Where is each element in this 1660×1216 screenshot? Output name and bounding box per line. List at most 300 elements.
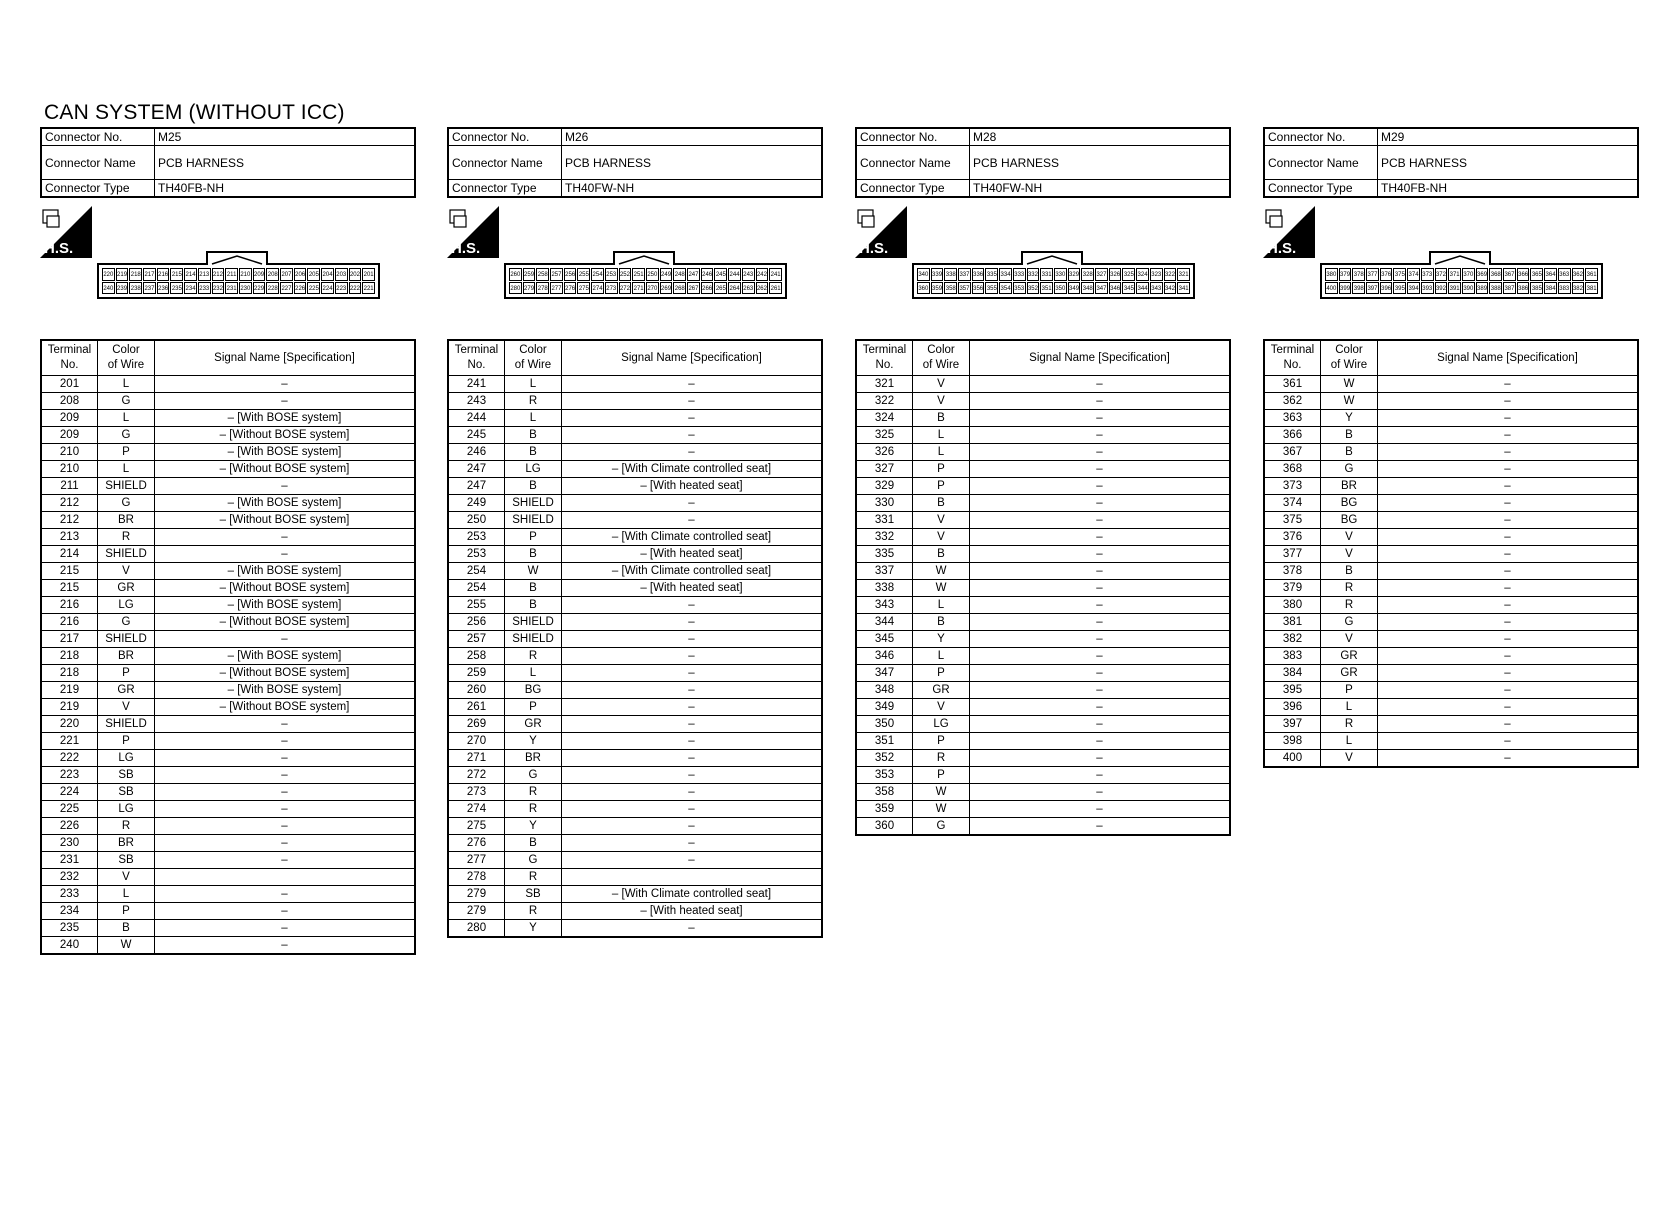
connector-pin: 387 — [1503, 282, 1516, 295]
connector-pin: 324 — [1136, 268, 1149, 281]
connector-section — [40, 127, 416, 955]
table-row — [1264, 393, 1638, 410]
signal-name-cell: – [Without BOSE system] — [155, 580, 416, 597]
connector-pin: 381 — [1585, 282, 1598, 295]
connector-pin: 277 — [550, 282, 563, 295]
table-row — [41, 546, 415, 563]
connector-pin: 400 — [1325, 282, 1338, 295]
signal-name-cell: – [With Climate controlled seat] — [562, 529, 823, 546]
signal-name-cell: – [With BOSE system] — [155, 597, 416, 614]
table-row — [448, 699, 822, 716]
connector-pin: 280 — [509, 282, 522, 295]
signal-name-cell: – — [970, 563, 1231, 580]
wire-color-cell: P — [98, 444, 155, 461]
wire-color-cell: B — [505, 427, 562, 444]
table-row — [41, 886, 415, 903]
terminal-no-cell: 254 — [448, 580, 505, 597]
connector-no-row — [1264, 128, 1638, 146]
table-row — [856, 444, 1230, 461]
table-row — [1264, 733, 1638, 750]
connector-face — [1320, 263, 1603, 299]
connector-pin: 255 — [577, 268, 590, 281]
table-row — [856, 614, 1230, 631]
signal-name-cell: – [Without BOSE system] — [155, 427, 416, 444]
wire-color-cell: V — [913, 393, 970, 410]
header-signal-name-text: Signal Name [Specification] — [621, 351, 762, 364]
connector-pin: 222 — [349, 282, 362, 295]
terminal-no-cell: 213 — [41, 529, 98, 546]
connector-pin: 323 — [1150, 268, 1163, 281]
header-color-of-wire-text: of Wire — [514, 359, 552, 371]
harness-side-icon — [40, 206, 92, 258]
wire-color-cell: R — [505, 801, 562, 818]
terminal-no-cell: 212 — [41, 512, 98, 529]
header-color-of-wire-text: of Wire — [1330, 359, 1368, 371]
terminal-no-cell: 396 — [1264, 699, 1321, 716]
signal-name-cell: – — [970, 614, 1231, 631]
terminal-no-cell: 210 — [41, 461, 98, 478]
signal-name-cell: – — [970, 495, 1231, 512]
table-row — [856, 767, 1230, 784]
terminal-no-cell: 260 — [448, 682, 505, 699]
wire-color-cell: Y — [505, 818, 562, 835]
wire-color-cell: V — [913, 512, 970, 529]
terminal-no-cell: 253 — [448, 546, 505, 563]
connector-type-row — [1264, 180, 1638, 198]
terminal-no-cell: 322 — [856, 393, 913, 410]
signal-name-cell: – — [562, 835, 823, 852]
terminal-no-cell: 321 — [856, 376, 913, 393]
connector-face — [504, 263, 787, 299]
connector-type-value: TH40FW-NH — [562, 180, 823, 198]
connector-no-value: M26 — [562, 128, 823, 146]
terminal-no-cell: 243 — [448, 393, 505, 410]
terminal-no-cell: 209 — [41, 410, 98, 427]
table-row — [41, 512, 415, 529]
wire-color-cell: P — [913, 767, 970, 784]
terminal-no-cell: 232 — [41, 869, 98, 886]
table-row — [448, 818, 822, 835]
wire-color-cell: Y — [1321, 410, 1378, 427]
connector-pin: 210 — [239, 268, 252, 281]
wire-color-cell: B — [505, 546, 562, 563]
signal-name-cell: – — [1378, 716, 1639, 733]
wire-color-cell: P — [913, 733, 970, 750]
connector-pin: 385 — [1530, 282, 1543, 295]
pin-grid — [102, 268, 375, 294]
terminal-no-cell: 276 — [448, 835, 505, 852]
table-row — [1264, 512, 1638, 529]
connector-pin: 204 — [321, 268, 334, 281]
terminal-no-cell: 359 — [856, 801, 913, 818]
wire-color-cell: B — [505, 444, 562, 461]
connector-pin: 276 — [564, 282, 577, 295]
table-row — [448, 461, 822, 478]
connector-pin: 396 — [1380, 282, 1393, 295]
signal-name-cell: – — [562, 495, 823, 512]
signal-name-cell: – — [970, 427, 1231, 444]
connector-type-value: TH40FB-NH — [1378, 180, 1639, 198]
table-row — [41, 563, 415, 580]
wire-color-cell: R — [505, 869, 562, 886]
table-row — [41, 529, 415, 546]
signal-name-cell: – — [562, 733, 823, 750]
terminal-no-cell: 270 — [448, 733, 505, 750]
wire-color-cell: SB — [98, 767, 155, 784]
terminal-no-cell: 331 — [856, 512, 913, 529]
signal-name-cell: – — [562, 784, 823, 801]
connector-pin: 363 — [1558, 268, 1571, 281]
connector-pin: 240 — [102, 282, 115, 295]
wire-color-cell: P — [98, 665, 155, 682]
signal-name-cell: – — [155, 818, 416, 835]
connector-pin: 368 — [1489, 268, 1502, 281]
table-row — [1264, 427, 1638, 444]
wire-color-cell: G — [505, 767, 562, 784]
signal-name-cell: – [With Climate controlled seat] — [562, 461, 823, 478]
connector-pin: 362 — [1572, 268, 1585, 281]
connector-pin: 245 — [714, 268, 727, 281]
connector-pin: 223 — [335, 282, 348, 295]
connector-pin: 238 — [129, 282, 142, 295]
connector-pin: 390 — [1462, 282, 1475, 295]
table-row — [41, 750, 415, 767]
table-row — [41, 427, 415, 444]
terminal-table-header — [41, 340, 415, 376]
signal-name-cell — [155, 869, 416, 886]
signal-name-cell: – — [562, 699, 823, 716]
table-row — [1264, 495, 1638, 512]
harness-side-icon — [855, 206, 907, 258]
table-row — [856, 563, 1230, 580]
table-row — [41, 495, 415, 512]
connector-pin: 248 — [673, 268, 686, 281]
signal-name-cell: – — [155, 784, 416, 801]
signal-name-cell: – — [970, 818, 1231, 836]
connector-pin: 356 — [972, 282, 985, 295]
wire-color-cell: V — [913, 529, 970, 546]
connector-pin: 329 — [1068, 268, 1081, 281]
connector-pin: 262 — [756, 282, 769, 295]
terminal-no-cell: 351 — [856, 733, 913, 750]
signal-name-cell: – — [1378, 665, 1639, 682]
connector-pin: 386 — [1517, 282, 1530, 295]
wire-color-cell: SHIELD — [98, 716, 155, 733]
terminal-no-cell: 210 — [41, 444, 98, 461]
terminal-no-cell: 398 — [1264, 733, 1321, 750]
wire-color-cell: BG — [505, 682, 562, 699]
terminal-no-cell: 216 — [41, 597, 98, 614]
signal-name-cell: – — [970, 767, 1231, 784]
connector-name-value: PCB HARNESS — [1378, 146, 1639, 180]
table-row — [41, 767, 415, 784]
terminal-no-cell: 275 — [448, 818, 505, 835]
table-row — [448, 563, 822, 580]
connector-pin: 352 — [1027, 282, 1040, 295]
connector-pin: 348 — [1081, 282, 1094, 295]
connector-pin: 217 — [143, 268, 156, 281]
connector-pin: 227 — [280, 282, 293, 295]
table-row — [856, 818, 1230, 836]
connector-pin: 351 — [1040, 282, 1053, 295]
connector-pin: 239 — [116, 282, 129, 295]
signal-name-cell: – [Without BOSE system] — [155, 699, 416, 716]
connector-pin: 234 — [184, 282, 197, 295]
signal-name-cell: – — [155, 376, 416, 393]
connector-pin: 370 — [1462, 268, 1475, 281]
connector-pin: 367 — [1503, 268, 1516, 281]
signal-name-cell: – — [155, 903, 416, 920]
connector-pin: 203 — [335, 268, 348, 281]
signal-name-cell: – — [970, 393, 1231, 410]
signal-name-cell: – — [155, 835, 416, 852]
signal-name-cell: – — [1378, 597, 1639, 614]
wire-color-cell: R — [1321, 597, 1378, 614]
wire-color-cell: P — [913, 665, 970, 682]
signal-name-cell: – — [562, 920, 823, 938]
connector-pin: 266 — [701, 282, 714, 295]
terminal-no-cell: 358 — [856, 784, 913, 801]
table-row — [856, 461, 1230, 478]
connector-pin: 254 — [591, 268, 604, 281]
wire-color-cell: SHIELD — [505, 631, 562, 648]
connector-pin: 374 — [1407, 268, 1420, 281]
connector-diagram — [40, 198, 416, 339]
table-row — [448, 512, 822, 529]
table-row — [1264, 665, 1638, 682]
table-row — [41, 614, 415, 631]
wire-color-cell: W — [1321, 376, 1378, 393]
signal-name-cell: – — [155, 529, 416, 546]
connector-pin: 354 — [999, 282, 1012, 295]
wire-color-cell: P — [505, 699, 562, 716]
wire-color-cell: P — [505, 529, 562, 546]
terminal-no-cell: 241 — [448, 376, 505, 393]
wire-color-cell: L — [505, 410, 562, 427]
signal-name-cell: – — [1378, 410, 1639, 427]
wire-color-cell: Y — [505, 920, 562, 938]
connector-pin: 376 — [1380, 268, 1393, 281]
connector-pin: 260 — [509, 268, 522, 281]
table-row — [856, 512, 1230, 529]
connector-no-row — [856, 128, 1230, 146]
connector-pin: 258 — [536, 268, 549, 281]
terminal-no-cell: 247 — [448, 461, 505, 478]
connector-type-label: Connector Type — [856, 180, 970, 198]
wire-color-cell: L — [98, 886, 155, 903]
signal-name-cell: – [With Climate controlled seat] — [562, 563, 823, 580]
header-signal-name — [562, 340, 823, 376]
connector-info-table — [40, 127, 416, 198]
connector-pin: 272 — [619, 282, 632, 295]
header-color-of-wire — [505, 340, 562, 376]
signal-name-cell: – — [562, 631, 823, 648]
connector-pin: 211 — [225, 268, 238, 281]
wire-color-cell: B — [1321, 563, 1378, 580]
wire-color-cell: W — [913, 563, 970, 580]
connector-pin: 361 — [1585, 268, 1598, 281]
connector-pin: 342 — [1164, 282, 1177, 295]
table-row — [856, 665, 1230, 682]
table-row — [448, 478, 822, 495]
terminal-no-cell: 347 — [856, 665, 913, 682]
terminal-table — [855, 339, 1231, 836]
wire-color-cell: G — [98, 427, 155, 444]
table-row — [448, 784, 822, 801]
terminal-no-cell: 277 — [448, 852, 505, 869]
wire-color-cell: B — [913, 546, 970, 563]
connector-type-row — [448, 180, 822, 198]
connector-face — [97, 263, 380, 299]
connector-no-label: Connector No. — [1264, 128, 1378, 146]
signal-name-cell: – — [1378, 393, 1639, 410]
connector-pin: 366 — [1517, 268, 1530, 281]
connector-pin: 270 — [646, 282, 659, 295]
hs-label: H.S. — [859, 240, 889, 257]
connector-name-value: PCB HARNESS — [155, 146, 416, 180]
wire-color-cell: SHIELD — [505, 495, 562, 512]
terminal-no-cell: 382 — [1264, 631, 1321, 648]
table-row — [1264, 410, 1638, 427]
signal-name-cell: – — [970, 801, 1231, 818]
wire-color-cell: SHIELD — [98, 478, 155, 495]
connector-info-table — [855, 127, 1231, 198]
connector-pin: 350 — [1054, 282, 1067, 295]
connector-pin: 392 — [1435, 282, 1448, 295]
connector-pin: 345 — [1122, 282, 1135, 295]
wire-color-cell: SB — [98, 784, 155, 801]
connector-type-label: Connector Type — [1264, 180, 1378, 198]
terminal-no-cell: 212 — [41, 495, 98, 512]
connector-pin: 257 — [550, 268, 563, 281]
connector-pin: 382 — [1572, 282, 1585, 295]
terminal-no-cell: 335 — [856, 546, 913, 563]
connector-pin: 399 — [1339, 282, 1352, 295]
signal-name-cell: – — [562, 410, 823, 427]
signal-name-cell: – — [155, 733, 416, 750]
harness-side-icon — [1263, 206, 1315, 258]
wire-color-cell: B — [913, 614, 970, 631]
header-terminal-no — [448, 340, 505, 376]
table-row — [41, 597, 415, 614]
table-row — [448, 393, 822, 410]
table-row — [448, 410, 822, 427]
wire-color-cell: BR — [98, 648, 155, 665]
table-row — [1264, 716, 1638, 733]
connector-pin: 335 — [985, 268, 998, 281]
signal-name-cell: – [Without BOSE system] — [155, 614, 416, 631]
connector-latch — [613, 251, 675, 265]
connector-pin: 278 — [536, 282, 549, 295]
signal-name-cell: – — [562, 444, 823, 461]
connector-diagram — [447, 198, 823, 339]
connector-pin: 212 — [212, 268, 225, 281]
connector-pin: 241 — [769, 268, 782, 281]
wire-color-cell: G — [505, 852, 562, 869]
table-row — [448, 801, 822, 818]
table-row — [1264, 580, 1638, 597]
table-row — [448, 750, 822, 767]
wire-color-cell: L — [98, 376, 155, 393]
signal-name-cell: – — [970, 376, 1231, 393]
terminal-table — [40, 339, 416, 955]
connector-pin: 340 — [917, 268, 930, 281]
signal-name-cell: – — [155, 393, 416, 410]
terminal-no-cell: 329 — [856, 478, 913, 495]
connector-pin: 378 — [1352, 268, 1365, 281]
header-color-of-wire-text: Color — [927, 344, 955, 356]
connector-pin: 359 — [931, 282, 944, 295]
wire-color-cell: P — [1321, 682, 1378, 699]
header-terminal-no-text: No. — [467, 359, 486, 371]
signal-name-cell: – — [155, 937, 416, 955]
table-row — [448, 444, 822, 461]
connector-name-row — [448, 146, 822, 180]
connector-pin: 383 — [1558, 282, 1571, 295]
wire-color-cell: G — [98, 495, 155, 512]
wire-color-cell: SHIELD — [98, 631, 155, 648]
wire-color-cell: L — [913, 427, 970, 444]
connector-type-label: Connector Type — [448, 180, 562, 198]
signal-name-cell: – [With BOSE system] — [155, 495, 416, 512]
connector-pin: 328 — [1081, 268, 1094, 281]
signal-name-cell: – — [1378, 478, 1639, 495]
connector-pin: 274 — [591, 282, 604, 295]
signal-name-cell: – — [155, 546, 416, 563]
table-row — [448, 631, 822, 648]
wire-color-cell: B — [1321, 427, 1378, 444]
connector-pin: 252 — [619, 268, 632, 281]
signal-name-cell: – — [562, 682, 823, 699]
hs-label: H.S. — [1267, 240, 1297, 257]
wire-color-cell: G — [913, 818, 970, 836]
terminal-no-cell: 373 — [1264, 478, 1321, 495]
wire-color-cell: Y — [505, 733, 562, 750]
connector-name-label: Connector Name — [856, 146, 970, 180]
table-row — [856, 784, 1230, 801]
terminal-no-cell: 257 — [448, 631, 505, 648]
terminal-no-cell: 235 — [41, 920, 98, 937]
connector-latch — [1429, 251, 1491, 265]
table-row — [448, 920, 822, 938]
table-row — [856, 529, 1230, 546]
signal-name-cell: – [Without BOSE system] — [155, 461, 416, 478]
connector-pin: 275 — [577, 282, 590, 295]
terminal-no-cell: 219 — [41, 682, 98, 699]
signal-name-cell: – — [562, 393, 823, 410]
connector-pin: 349 — [1068, 282, 1081, 295]
signal-name-cell: – — [970, 461, 1231, 478]
connector-pin: 228 — [266, 282, 279, 295]
header-terminal-no-text: Terminal — [454, 344, 499, 356]
table-row — [448, 376, 822, 393]
table-row — [448, 427, 822, 444]
terminal-no-cell: 258 — [448, 648, 505, 665]
wire-color-cell: R — [505, 903, 562, 920]
wire-color-cell: L — [913, 444, 970, 461]
wire-color-cell: B — [505, 835, 562, 852]
signal-name-cell: – [With heated seat] — [562, 903, 823, 920]
signal-name-cell: – — [1378, 376, 1639, 393]
wire-color-cell: L — [98, 410, 155, 427]
terminal-no-cell: 230 — [41, 835, 98, 852]
terminal-no-cell: 345 — [856, 631, 913, 648]
terminal-table-header — [448, 340, 822, 376]
terminal-no-cell: 244 — [448, 410, 505, 427]
connector-pin: 360 — [917, 282, 930, 295]
connector-pin: 395 — [1393, 282, 1406, 295]
table-row — [1264, 444, 1638, 461]
